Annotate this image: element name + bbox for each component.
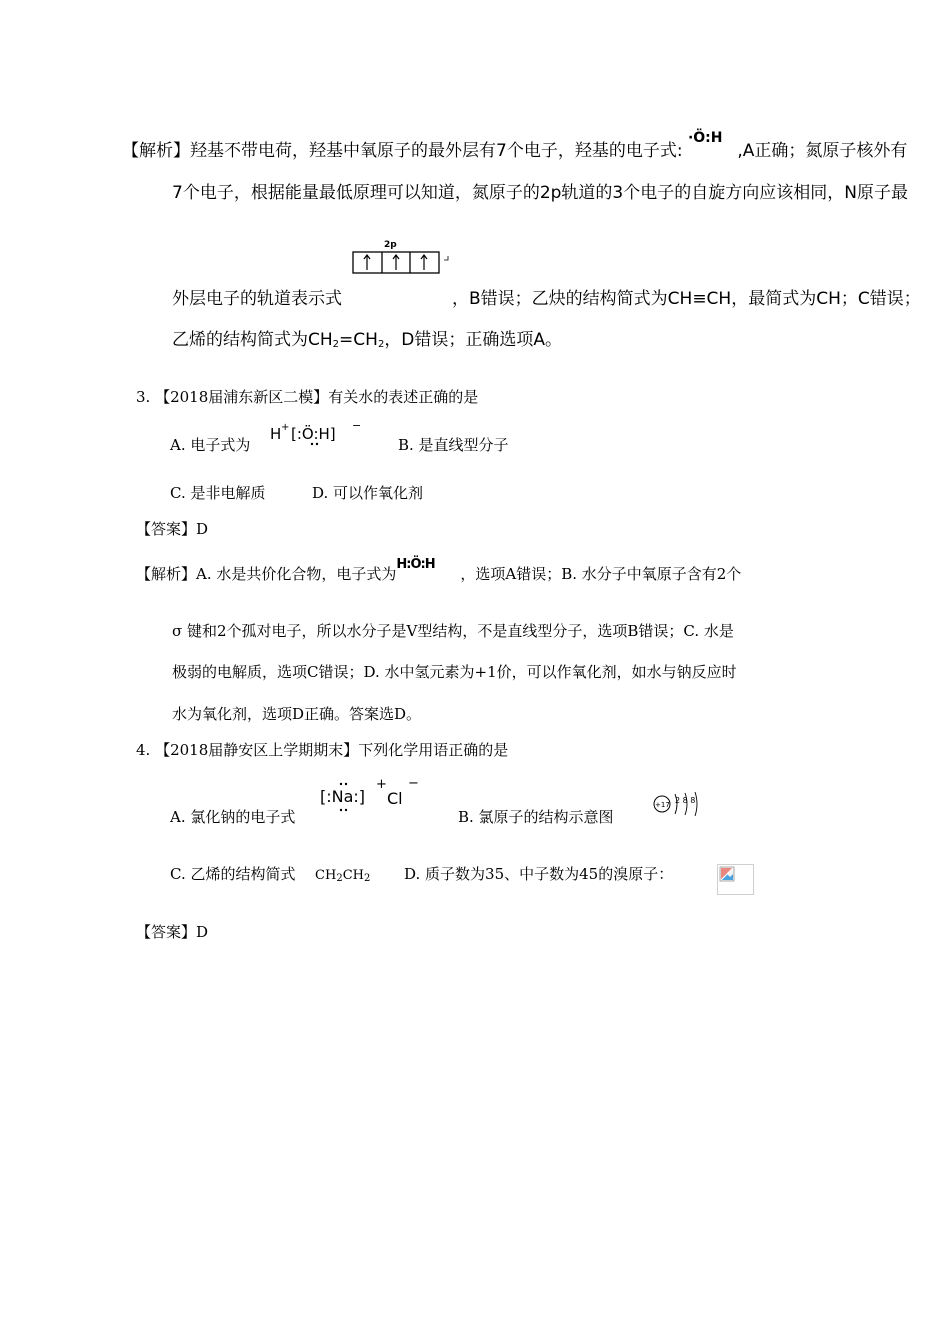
q4-option-c-ch-2: CH — [342, 868, 365, 883]
hydroxyl-electron-formula: ·Ö:H — [687, 130, 723, 146]
q3-analysis-line4: 水为氧化剂，选项D正确。答案选D。 — [172, 705, 422, 723]
q4-option-d: D. 质子数为35、中子数为45的溴原子： — [404, 865, 674, 883]
analysis1-line4-a: 乙烯的结构简式为CH — [172, 330, 333, 350]
analysis1-line3-a: 外层电子的轨道表示式 — [172, 289, 342, 309]
q4-option-c-formula — [315, 868, 370, 883]
analysis1-line4-sub2: 2 — [377, 339, 385, 350]
q4-option-c-sub-2: 2 — [364, 873, 371, 884]
analysis1-line3 — [172, 284, 921, 309]
plus-charge: + — [376, 777, 387, 792]
q3-option-c: C. 是非电解质 — [170, 484, 266, 502]
plus-sign: + — [281, 422, 290, 433]
sodium-chloride-electron-formula — [318, 774, 426, 814]
analysis1-line3-b: ，B错误；乙炔的结构简式为CH≡CH，最简式为CH；C错误； — [452, 289, 921, 309]
q3-stem: 3. 【2018届浦东新区二模】有关水的表述正确的是 — [136, 388, 479, 406]
h-symbol: H — [270, 425, 282, 443]
q4-stem: 4. 【2018届静安区上学期期末】下列化学用语正确的是 — [136, 741, 509, 759]
analysis1-line4-c: ，D错误；正确选项A。 — [384, 330, 563, 350]
q4-answer: 【答案】D — [136, 923, 209, 941]
q4-option-c-sub-1: 2 — [336, 873, 343, 884]
analysis1-line1-b: ,A正确；氮原子核外有 — [737, 141, 908, 161]
q3-analysis-line1 — [136, 557, 742, 584]
q3-option-a-formula — [270, 420, 366, 446]
analysis1-line1-a: 【解析】羟基不带电荷，羟基中氧原子的最外层有7个电子，羟基的电子式: — [122, 141, 683, 161]
q3-answer: 【答案】D — [136, 520, 209, 538]
sodium-bracket: [:Na:] — [320, 787, 366, 806]
q3-option-b: B. 是直线型分子 — [398, 436, 509, 454]
chlorine-atom-diagram — [652, 790, 708, 820]
q4-option-a: A. 氯化钠的电子式 — [170, 808, 296, 826]
q3-option-d: D. 可以作氧化剂 — [312, 484, 424, 502]
q3-analysis-line2: σ 键和2个孤对电子，所以水分子是V型结构，不是直线型分子，选项B错误；C. 水是 — [172, 622, 734, 640]
analysis1-line1 — [122, 130, 908, 161]
q3-analysis-line1-b: ，选项A错误；B. 水分子中氧原子含有2个 — [460, 565, 742, 583]
broken-image-icon — [717, 864, 754, 895]
analysis1-line4 — [172, 325, 562, 350]
q3-analysis-line1-a: 【解析】A. 水是共价化合物，电子式为 — [136, 565, 397, 583]
q4-option-c-ch-1: CH — [315, 868, 337, 883]
nitrogen-orbital-diagram — [352, 238, 452, 274]
water-electron-formula: H:Ö:H — [396, 557, 435, 572]
q3-option-a — [170, 434, 250, 455]
q4-option-c-a: C. 乙烯的结构简式 — [170, 865, 296, 883]
electron-shells: 2 8 8 — [675, 796, 696, 805]
analysis1-line4-sub1: 2 — [332, 339, 340, 350]
minus-sign: − — [352, 420, 362, 432]
analysis1-line2: 7个电子，根据能量最低原理可以知道，氮原子的2p轨道的3个电子的自旋方向应该相同，N原子最 — [172, 183, 908, 203]
minus-charge: − — [408, 776, 419, 791]
nucleus-charge: +17 — [655, 801, 670, 809]
q3-option-a-text: A. 电子式为 — [170, 436, 251, 454]
orbital-label: 2p — [384, 240, 397, 250]
q4-option-c — [170, 863, 370, 884]
q3-analysis-line3: 极弱的电解质，选项C错误；D. 水中氢元素为+1价，可以作氧化剂，如水与钠反应时 — [172, 663, 737, 681]
q4-option-b: B. 氯原子的结构示意图 — [458, 808, 614, 826]
analysis1-line4-b: =CH — [339, 330, 378, 350]
hydroxide-bracket: [:Ö:H] — [291, 425, 336, 443]
chlorine-symbol: Cl — [387, 789, 403, 808]
